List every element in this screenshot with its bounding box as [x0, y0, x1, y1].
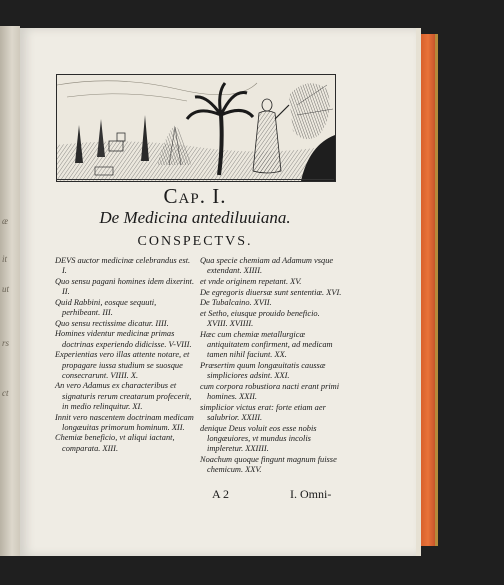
conspectus-right-column	[200, 256, 342, 476]
list-item: Innit vero nascentem doctrinam medicam longæuitas primorum hominum. XII.	[55, 412, 194, 432]
list-item: Præsertim quum longæuitatis caussæ simpliciores adsint. XXI.	[200, 361, 326, 381]
list-item: denique Deus voluit eos esse nobis longæuiores, vt mundus incolis impleretur. XXIIII.	[200, 423, 317, 454]
fore-edge	[421, 34, 435, 546]
facing-page-edge	[0, 26, 20, 556]
conspectus-left-column	[55, 256, 195, 454]
list-item: Quid Rabbini, eosque sequuti, perhibeant. III.	[55, 297, 157, 318]
conspectus-heading: CONSPECTVS.	[137, 234, 253, 249]
list-item: An vero Adamus ex characteribus et signaturis rerum creatarum profecerit, in medio relinquitur. XI.	[55, 381, 192, 411]
chapter-subtitle: De Medicina antediluuiana.	[99, 208, 291, 227]
list-item: De Tubalcaino. XVII.	[200, 298, 272, 308]
list-item: et vnde originem repetant. XV.	[200, 276, 302, 286]
facing-page-mark: æ	[2, 216, 9, 226]
facing-page-mark: ct	[2, 388, 9, 398]
list-item: Noachum quoque fingunt magnum fuisse chemicum. XXV.	[200, 454, 337, 475]
list-item: DEVS auctor medicinæ celebrandus est. I.	[55, 256, 191, 276]
list-item: Quo sensu pagani homines idem dixerint. II.	[55, 276, 195, 297]
facing-page-mark: it	[2, 254, 8, 264]
list-item: et Setho, eiusque prouido beneficio. XVIII. XVIIII.	[200, 309, 320, 329]
signature-mark: A 2	[212, 487, 230, 501]
engraved-vignette-icon	[56, 74, 336, 182]
list-item: Quo sensu rectissime dicatur. IIII.	[55, 318, 169, 328]
list-item: Qua specie chemiam ad Adamum vsque extendant. XIIII.	[200, 256, 334, 276]
ornament-rule	[56, 178, 334, 181]
list-item: cum corpora robustiora nacti erant primi homines. XXII.	[200, 381, 340, 402]
chapter-title: Cap. I.	[163, 184, 227, 208]
fore-edge-trim	[435, 34, 438, 546]
list-item: Homines videntur medicinæ primas doctrinas experiendo didicisse. V-VIII.	[55, 329, 192, 349]
list-item: Chemiæ beneficio, vt aliqui iactant, comparata. XIII.	[55, 433, 175, 453]
list-item: Experientias vero illas attente notare, et propagare iussa studium se suosque consecrarunt. VIIII. X.	[55, 350, 190, 380]
facing-page-mark: ut	[2, 284, 10, 294]
facing-page-mark: rs	[2, 338, 10, 348]
catchword: I. Omni-	[290, 487, 332, 501]
list-item: De egregoris diuersæ sunt sententiæ. XVI.	[200, 287, 342, 297]
list-item: Hæc cum chemiæ metallurgicæ antiquitatem confirment, ad medicam tamen nihil faciunt. XX.	[200, 329, 333, 360]
list-item: simplicior victus erat: forte etiam aer salubrior. XXIII.	[200, 402, 326, 423]
